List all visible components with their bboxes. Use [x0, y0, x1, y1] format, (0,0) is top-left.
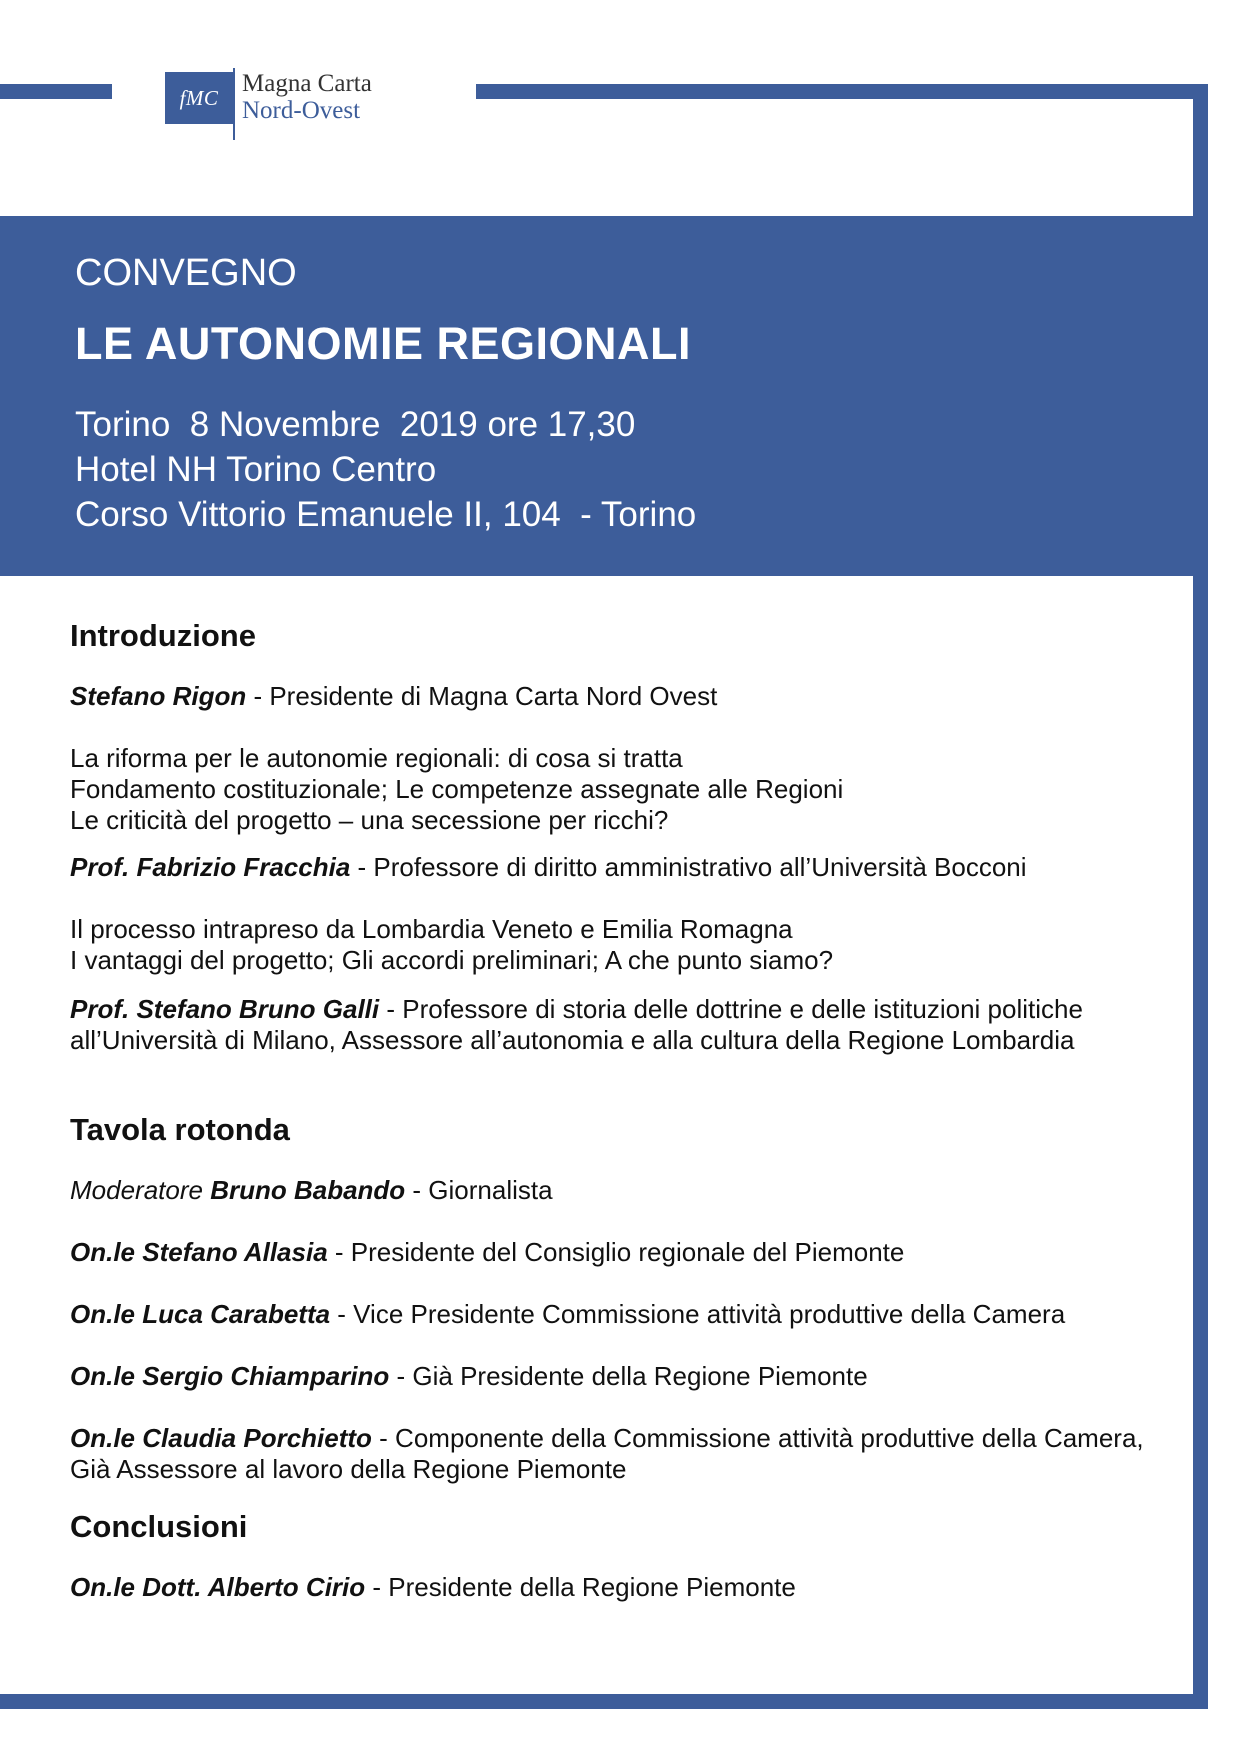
topic-line: I vantaggi del progetto; Gli accordi preliminari; A che punto siamo? — [70, 945, 834, 975]
event-date: Torino 8 Novembre 2019 ore 17,30 — [75, 405, 636, 444]
speaker-name: Prof. Fabrizio Fracchia — [70, 852, 351, 882]
frame-top-right — [476, 84, 1208, 99]
section-heading-conclusioni: Conclusioni — [70, 1509, 248, 1544]
logo-name-line2: Nord-Ovest — [242, 97, 361, 124]
event-venue: Hotel NH Torino Centro — [75, 450, 437, 489]
program — [70, 620, 1180, 1603]
panelist-role: - Già Presidente della Regione Piemonte — [389, 1361, 868, 1391]
logo-divider — [233, 68, 235, 140]
event-banner — [0, 216, 1208, 576]
frame-top-left — [0, 84, 112, 99]
speaker-name: Prof. Stefano Bruno Galli — [70, 994, 380, 1024]
speaker-role: - Professore di diritto amministrativo all’Università Bocconi — [350, 852, 1027, 882]
panelist-entry — [70, 1299, 1180, 1330]
topic-list — [70, 914, 1180, 976]
speaker-role: - Presidente della Regione Piemonte — [365, 1572, 796, 1602]
panelist-name: On.le Luca Carabetta — [70, 1299, 331, 1329]
speaker-entry — [70, 681, 1180, 712]
topic-line: Le criticità del progetto – una secessione per ricchi? — [70, 805, 669, 835]
topic-list — [70, 743, 1180, 836]
speaker-role: - Presidente di Magna Carta Nord Ovest — [246, 681, 718, 711]
logo-mark: fMC — [165, 72, 233, 124]
panelist-name: On.le Claudia Porchietto — [70, 1423, 372, 1453]
panelist-entry — [70, 1423, 1180, 1485]
logo-name-line1: Magna Carta — [242, 70, 372, 97]
event-title: LE AUTONOMIE REGIONALI — [75, 318, 692, 369]
panelist-entry — [70, 1361, 1180, 1392]
event-type: CONVEGNO — [75, 252, 297, 294]
speaker-name: On.le Dott. Alberto Cirio — [70, 1572, 366, 1602]
section-heading-tavola-rotonda: Tavola rotonda — [70, 1112, 290, 1147]
panelist-role: - Componente della Commissione attività produttive della Camera, Già Assessore al lavoro della Regione Piemonte — [70, 1423, 1144, 1484]
logo-wordmark — [242, 70, 372, 124]
event-address: Corso Vittorio Emanuele II, 104 - Torino — [75, 495, 697, 534]
moderator-name: Bruno Babando — [210, 1175, 406, 1205]
moderator-entry — [70, 1175, 1180, 1206]
speaker-entry — [70, 994, 1180, 1056]
moderator-role: - Giornalista — [405, 1175, 553, 1205]
topic-line: Il processo intrapreso da Lombardia Veneto e Emilia Romagna — [70, 914, 793, 944]
panelist-name: On.le Stefano Allasia — [70, 1237, 328, 1267]
panelist-role: - Presidente del Consiglio regionale del Piemonte — [327, 1237, 905, 1267]
topic-line: Fondamento costituzionale; Le competenze assegnate alle Regioni — [70, 774, 844, 804]
moderator-label: Moderatore — [70, 1175, 211, 1205]
speaker-role: - Professore di storia delle dottrine e delle istituzioni politiche all’Università di Milano, Assessore all’autonomia e alla cultura della Regione Lombardia — [70, 994, 1083, 1055]
panelist-entry — [70, 1237, 1180, 1268]
panelist-role: - Vice Presidente Commissione attività produttive della Camera — [330, 1299, 1066, 1329]
frame-bottom — [0, 1694, 1208, 1709]
speaker-name: Stefano Rigon — [70, 681, 247, 711]
speaker-entry — [70, 1572, 1180, 1603]
speaker-entry — [70, 852, 1180, 883]
section-heading-introduzione: Introduzione — [70, 618, 256, 653]
event-details — [75, 402, 696, 537]
topic-line: La riforma per le autonomie regionali: di cosa si tratta — [70, 743, 683, 773]
panelist-name: On.le Sergio Chiamparino — [70, 1361, 390, 1391]
